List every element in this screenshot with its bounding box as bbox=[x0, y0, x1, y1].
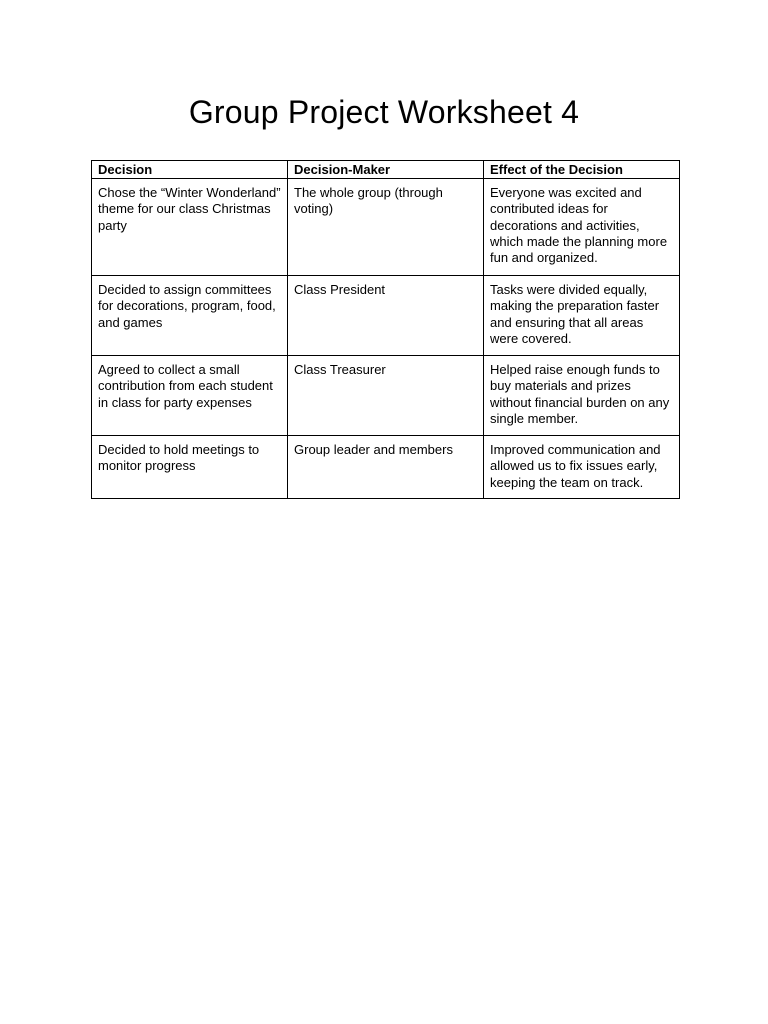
column-header-decision-maker: Decision-Maker bbox=[288, 161, 484, 179]
effect-cell: Improved communication and allowed us to fix issues early, keeping the team on track. bbox=[484, 436, 680, 499]
table-header-row bbox=[92, 161, 680, 179]
effect-cell: Helped raise enough funds to buy materials and prizes without financial burden on any single member. bbox=[484, 356, 680, 436]
column-header-decision: Decision bbox=[92, 161, 288, 179]
decision-table bbox=[91, 160, 680, 499]
decision-maker-cell: Class President bbox=[288, 276, 484, 356]
decision-maker-cell: Group leader and members bbox=[288, 436, 484, 499]
page-title: Group Project Worksheet 4 bbox=[188, 94, 580, 130]
decision-cell: Decided to assign committees for decorations, program, food, and games bbox=[92, 276, 288, 356]
table-row bbox=[92, 436, 680, 499]
decision-cell: Decided to hold meetings to monitor progress bbox=[92, 436, 288, 499]
effect-cell: Tasks were divided equally, making the preparation faster and ensuring that all areas were covered. bbox=[484, 276, 680, 356]
table-row bbox=[92, 276, 680, 356]
column-header-effect: Effect of the Decision bbox=[484, 161, 680, 179]
table-row bbox=[92, 356, 680, 436]
effect-cell: Everyone was excited and contributed ideas for decorations and activities, which made the planning more fun and organized. bbox=[484, 179, 680, 276]
decision-maker-cell: The whole group (through voting) bbox=[288, 179, 484, 276]
table-row bbox=[92, 179, 680, 276]
decision-maker-cell: Class Treasurer bbox=[288, 356, 484, 436]
decision-cell: Agreed to collect a small contribution from each student in class for party expenses bbox=[92, 356, 288, 436]
decision-cell: Chose the “Winter Wonderland” theme for our class Christmas party bbox=[92, 179, 288, 276]
